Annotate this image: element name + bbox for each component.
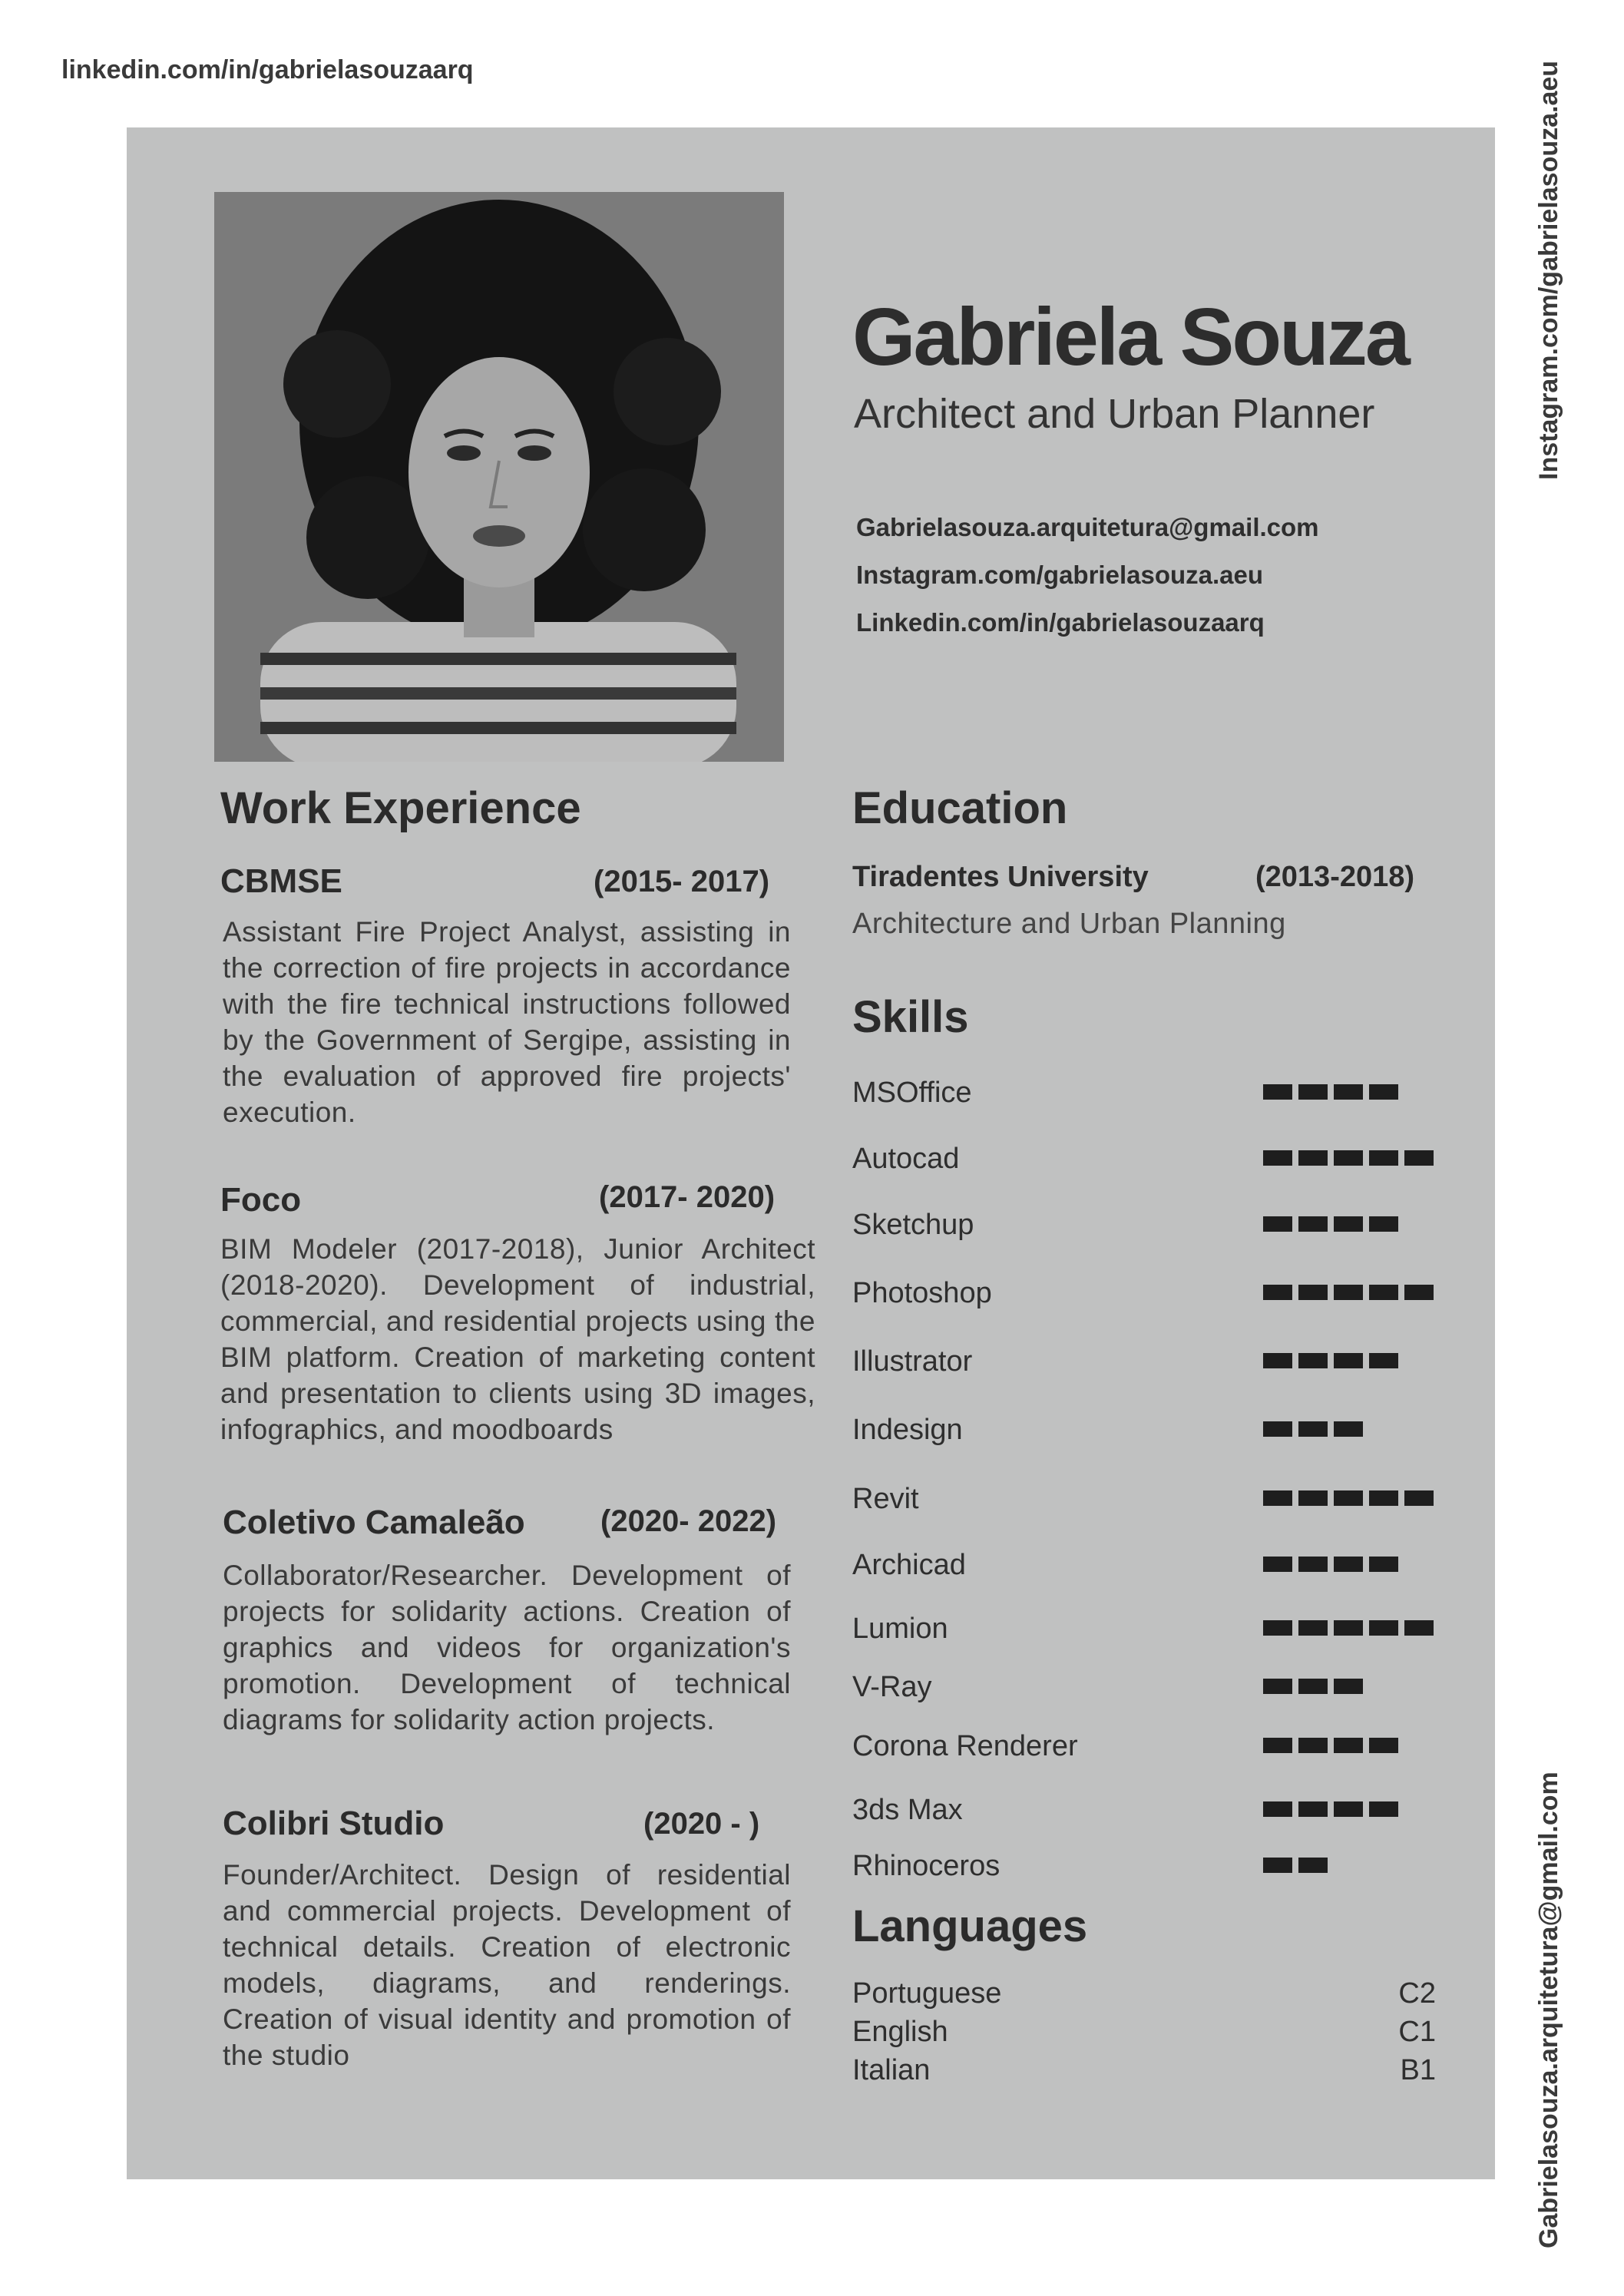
skill-row: [852, 1847, 1467, 1885]
skill-level-block: [1369, 1216, 1398, 1232]
skill-row: [852, 1546, 1467, 1584]
skill-level-block: [1263, 1801, 1292, 1817]
skill-level-block: [1334, 1557, 1363, 1572]
contact-list: [856, 504, 1319, 647]
skill-name: Photoshop: [852, 1277, 992, 1309]
language-level: C1: [1398, 2016, 1436, 2048]
skill-row: [852, 1342, 1467, 1381]
skill-level-block: [1334, 1084, 1363, 1100]
skill-level-bar: [1263, 1557, 1398, 1572]
skill-name: Corona Renderer: [852, 1730, 1078, 1762]
education-period: (2013-2018): [1255, 861, 1415, 893]
skill-level-block: [1334, 1421, 1363, 1437]
skill-level-bar: [1263, 1216, 1398, 1232]
skill-name: Sketchup: [852, 1209, 974, 1241]
skill-row: [852, 1074, 1467, 1112]
skill-level-block: [1298, 1084, 1328, 1100]
skill-level-block: [1369, 1490, 1398, 1506]
skill-row: [852, 1668, 1467, 1706]
skill-level-block: [1298, 1490, 1328, 1506]
skill-level-block: [1334, 1490, 1363, 1506]
skill-level-block: [1369, 1084, 1398, 1100]
job-period: (2017- 2020): [599, 1180, 776, 1214]
skill-level-block: [1263, 1285, 1292, 1300]
skill-level-block: [1298, 1858, 1328, 1873]
skill-level-block: [1369, 1801, 1398, 1817]
skill-level-bar: [1263, 1858, 1328, 1873]
skill-name: MSOffice: [852, 1077, 972, 1109]
skill-name: Illustrator: [852, 1345, 973, 1378]
languages-heading: Languages: [852, 1901, 1088, 1951]
job-description: Founder/Architect. Design of residential and commercial projects. Development of technical details. Creation of electronic models, diagrams, and renderings. Creation of visual identity and promotion of the studio: [223, 1859, 791, 2071]
resume-panel: [127, 127, 1495, 2179]
skill-level-block: [1334, 1620, 1363, 1636]
education-degree: Architecture and Urban Planning: [852, 908, 1286, 940]
skill-level-block: [1263, 1679, 1292, 1694]
side-instagram-link[interactable]: Instagram.com/gabrielasouza.aeu: [1534, 60, 1563, 480]
job-company: Coletivo Camaleão: [223, 1504, 525, 1541]
skill-level-block: [1263, 1216, 1292, 1232]
skill-level-bar: [1263, 1679, 1363, 1694]
language-level: B1: [1400, 2054, 1436, 2086]
skill-level-block: [1263, 1620, 1292, 1636]
language-name: English: [852, 2016, 948, 2048]
skill-level-bar: [1263, 1620, 1434, 1636]
skill-level-bar: [1263, 1421, 1363, 1437]
job-company: Foco: [220, 1181, 302, 1219]
contact-instagram[interactable]: Instagram.com/gabrielasouza.aeu: [856, 561, 1264, 589]
skill-row: [852, 1411, 1467, 1449]
skill-level-bar: [1263, 1150, 1434, 1166]
job-period: (2020- 2022): [600, 1504, 777, 1538]
skill-name: Rhinoceros: [852, 1850, 1001, 1882]
skill-level-bar: [1263, 1738, 1398, 1753]
skill-level-block: [1263, 1421, 1292, 1437]
candidate-title: Architect and Urban Planner: [854, 391, 1375, 437]
top-linkedin-link[interactable]: linkedin.com/in/gabrielasouzaarq: [61, 55, 474, 84]
candidate-name: Gabriela Souza: [852, 292, 1408, 382]
language-name: Portuguese: [852, 1977, 1002, 2010]
skill-level-block: [1298, 1679, 1328, 1694]
skill-level-block: [1298, 1557, 1328, 1572]
skill-level-block: [1369, 1620, 1398, 1636]
job-description: BIM Modeler (2017-2018), Junior Architect (2018-2020). Development of industrial, commercial, and residential projects using the BIM platform. Creation of marketing content and presentation to clients using 3D images, infographics, and moodboards: [220, 1233, 815, 1445]
language-row: [852, 2051, 1436, 2089]
job-period: (2015- 2017): [594, 865, 770, 898]
education-school: Tiradentes University: [852, 861, 1149, 893]
skill-level-block: [1369, 1738, 1398, 1753]
skill-level-block: [1263, 1353, 1292, 1368]
job-description: Assistant Fire Project Analyst, assisting in the correction of fire projects in accordance with the fire technical instructions followed by the Government of Sergipe, assisting in the evaluation of approved fire projects' execution.: [223, 916, 791, 1128]
skill-level-block: [1263, 1150, 1292, 1166]
skill-level-block: [1369, 1150, 1398, 1166]
skill-level-block: [1334, 1285, 1363, 1300]
skill-level-block: [1263, 1738, 1292, 1753]
language-row: [852, 1974, 1436, 2013]
skill-level-block: [1298, 1801, 1328, 1817]
skill-level-block: [1263, 1490, 1292, 1506]
skill-name: Revit: [852, 1483, 919, 1515]
skill-level-bar: [1263, 1285, 1434, 1300]
skill-row: [852, 1274, 1467, 1312]
skill-name: V-Ray: [852, 1671, 932, 1703]
education-heading: Education: [852, 783, 1068, 833]
skill-level-block: [1404, 1285, 1434, 1300]
skill-level-block: [1298, 1353, 1328, 1368]
skill-level-block: [1263, 1557, 1292, 1572]
skill-level-block: [1298, 1738, 1328, 1753]
skill-level-block: [1334, 1738, 1363, 1753]
side-email-link[interactable]: Gabrielasouza.arquitetura@gmail.com: [1534, 1772, 1563, 2248]
skill-level-block: [1334, 1801, 1363, 1817]
job-description: Collaborator/Researcher. Development of projects for solidarity actions. Creation of graphics and videos for organization's promotion. Development of technical diagrams for solidarity action projects.: [223, 1560, 791, 1735]
skill-name: Lumion: [852, 1613, 948, 1645]
skill-name: Archicad: [852, 1549, 966, 1581]
skill-level-block: [1369, 1285, 1398, 1300]
skill-row: [852, 1791, 1467, 1829]
skill-level-bar: [1263, 1490, 1434, 1506]
language-name: Italian: [852, 2054, 931, 2086]
skill-level-block: [1369, 1557, 1398, 1572]
skill-level-block: [1298, 1150, 1328, 1166]
portrait-illustration: [214, 192, 784, 762]
job-company: Colibri Studio: [223, 1805, 445, 1842]
skills-heading: Skills: [852, 992, 969, 1042]
skill-level-block: [1298, 1285, 1328, 1300]
language-level: C2: [1398, 1977, 1436, 2010]
skill-level-block: [1404, 1620, 1434, 1636]
contact-linkedin[interactable]: Linkedin.com/in/gabrielasouzaarq: [856, 608, 1265, 637]
skill-level-block: [1298, 1421, 1328, 1437]
skill-level-block: [1369, 1353, 1398, 1368]
skill-level-block: [1404, 1490, 1434, 1506]
skill-level-block: [1263, 1858, 1292, 1873]
language-row: [852, 2013, 1436, 2051]
skill-row: [852, 1610, 1467, 1648]
skill-name: Indesign: [852, 1414, 963, 1446]
skill-row: [852, 1140, 1467, 1178]
job-period: (2020 - ): [643, 1807, 760, 1841]
skill-level-block: [1334, 1353, 1363, 1368]
skill-level-block: [1404, 1150, 1434, 1166]
skill-row: [852, 1206, 1467, 1244]
skill-level-block: [1334, 1150, 1363, 1166]
skill-row: [852, 1480, 1467, 1518]
skill-row: [852, 1727, 1467, 1765]
skill-name: Autocad: [852, 1143, 960, 1175]
contact-email[interactable]: Gabrielasouza.arquitetura@gmail.com: [856, 513, 1319, 541]
skill-level-bar: [1263, 1801, 1398, 1817]
work-experience-heading: Work Experience: [220, 783, 581, 833]
skill-level-block: [1263, 1084, 1292, 1100]
skill-name: 3ds Max: [852, 1794, 963, 1826]
skill-level-block: [1298, 1216, 1328, 1232]
skill-level-block: [1298, 1620, 1328, 1636]
profile-photo: [214, 192, 784, 762]
skill-level-block: [1334, 1216, 1363, 1232]
job-company: CBMSE: [220, 862, 342, 900]
skill-level-bar: [1263, 1084, 1398, 1100]
skill-level-block: [1334, 1679, 1363, 1694]
skill-level-bar: [1263, 1353, 1398, 1368]
